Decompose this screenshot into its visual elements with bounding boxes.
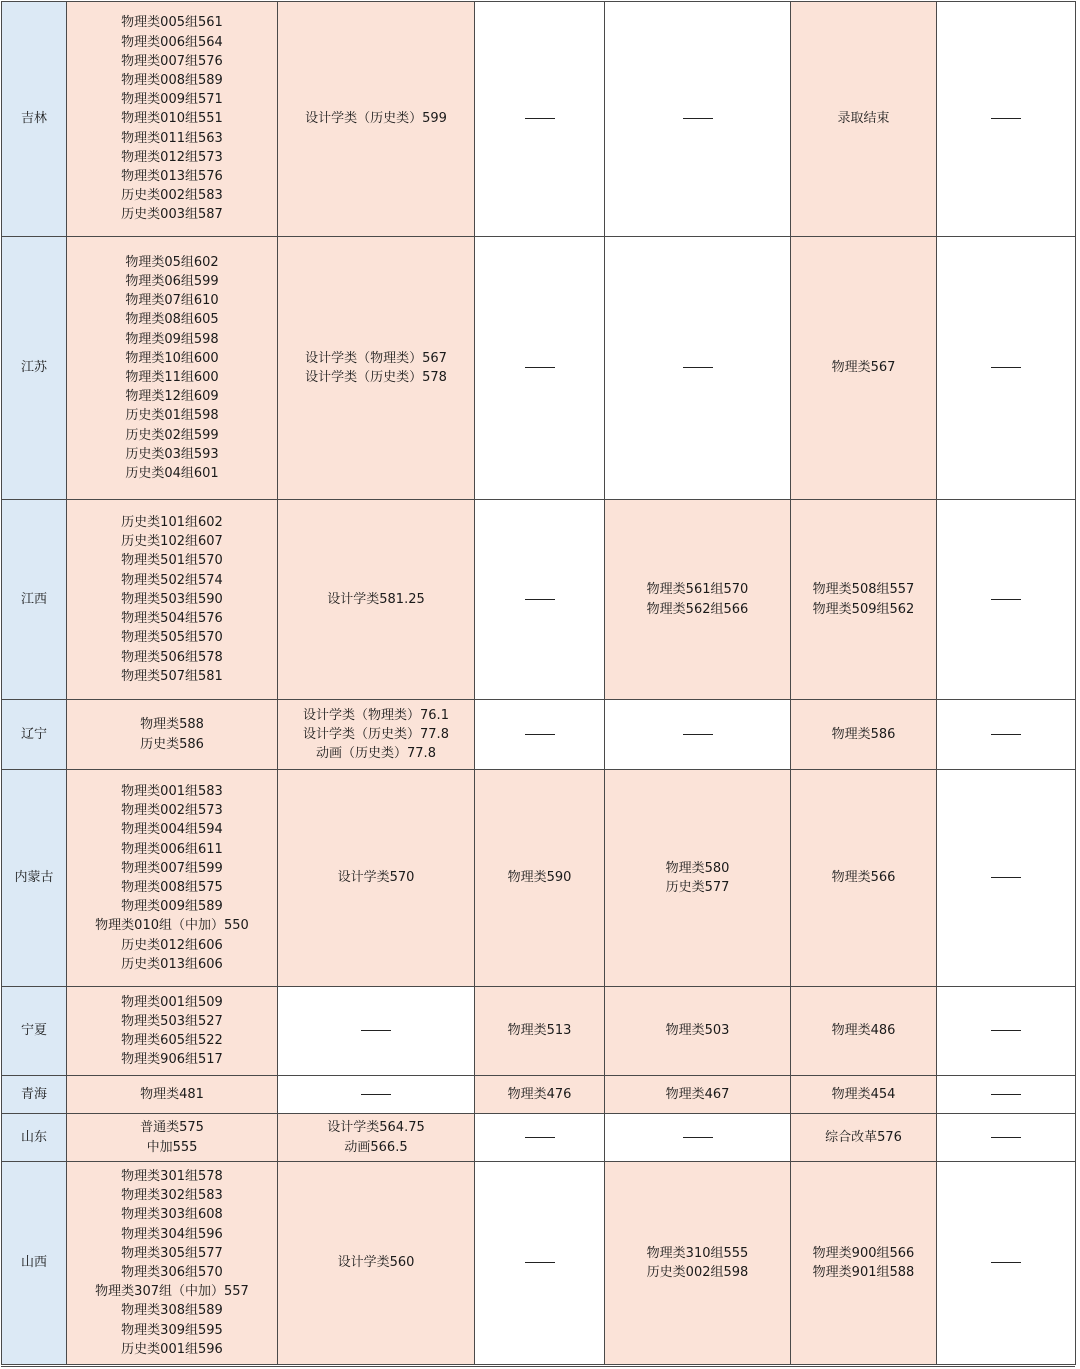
score-line: 设计学类570 (337, 870, 415, 886)
empty-dash (525, 599, 555, 600)
score-line: 物理类09组598 (125, 331, 219, 347)
score-line: 物理类006组564 (121, 34, 223, 50)
empty-dash (991, 877, 1021, 878)
score-cell (791, 1162, 937, 1365)
table-row (2, 1076, 1076, 1114)
score-line: 动画（历史类）77.8 (316, 746, 436, 762)
score-cell (475, 770, 605, 987)
score-cell (937, 700, 1076, 770)
score-line: 设计学类（历史类）77.8 (303, 726, 449, 742)
score-cell (475, 2, 605, 237)
score-cell (67, 237, 278, 500)
score-line: 普通类575 (140, 1120, 204, 1136)
province-cell (2, 500, 67, 700)
score-cell (791, 2, 937, 237)
score-line: 物理类588 (140, 717, 204, 733)
score-cell (791, 237, 937, 500)
score-cell (475, 500, 605, 700)
score-line: 物理类306组570 (121, 1265, 223, 1280)
score-line: 物理类001组509 (121, 994, 223, 1010)
score-line: 物理类562组566 (646, 601, 749, 617)
score-cell (791, 987, 937, 1076)
score-line: 历史类577 (665, 880, 730, 895)
score-cell (937, 1076, 1076, 1114)
score-line: 物理类010组551 (121, 111, 223, 127)
score-cell (278, 700, 475, 770)
score-cell (475, 987, 605, 1076)
score-cell (67, 500, 278, 700)
score-line: 物理类12组609 (125, 389, 219, 405)
score-cell (67, 1114, 278, 1162)
score-line: 设计学类（物理类）567 (305, 350, 447, 366)
score-line: 物理类302组583 (121, 1188, 223, 1204)
score-cell (475, 700, 605, 770)
score-cell (605, 2, 791, 237)
score-line: 物理类308组589 (121, 1303, 223, 1319)
score-line: 物理类305组577 (121, 1245, 223, 1261)
empty-dash (991, 367, 1021, 368)
score-cell (605, 700, 791, 770)
table-row (2, 237, 1076, 500)
province-cell (2, 770, 67, 987)
province-name: 辽宁 (20, 726, 47, 742)
score-line: 物理类009组571 (121, 92, 223, 108)
score-line: 物理类503组590 (121, 591, 223, 607)
score-line: 物理类476 (507, 1086, 572, 1102)
empty-dash (683, 734, 713, 735)
score-line: 物理类07组610 (125, 293, 219, 309)
score-line: 物理类008组589 (121, 72, 223, 88)
score-line: 物理类004组594 (121, 822, 223, 838)
score-line: 历史类003组587 (121, 207, 223, 223)
score-line: 历史类586 (140, 736, 204, 752)
score-line: 物理类513 (507, 1023, 572, 1039)
score-cell (278, 1114, 475, 1162)
empty-dash (991, 1094, 1021, 1095)
score-line: 物理类010组（中加）550 (95, 918, 249, 934)
province-name: 宁夏 (20, 1023, 47, 1039)
empty-dash (991, 1030, 1021, 1031)
score-line: 物理类009组589 (121, 899, 223, 915)
score-line: 物理类906组517 (121, 1052, 223, 1068)
score-cell (67, 1076, 278, 1114)
score-line: 物理类06组599 (125, 273, 219, 289)
score-cell (278, 987, 475, 1076)
score-line: 物理类481 (140, 1086, 204, 1102)
score-cell (791, 1114, 937, 1162)
score-line: 物理类566 (831, 870, 896, 886)
empty-dash (525, 1137, 555, 1138)
score-line: 历史类03组593 (125, 446, 219, 462)
score-line: 物理类502组574 (121, 572, 223, 588)
score-line: 物理类901组588 (812, 1265, 915, 1280)
score-line: 历史类013组606 (121, 956, 223, 972)
empty-dash (525, 118, 555, 119)
score-line: 物理类303组608 (121, 1207, 223, 1223)
score-line: 物理类05组602 (125, 254, 219, 270)
score-cell (67, 1162, 278, 1365)
province-name: 吉林 (20, 111, 47, 127)
score-line: 历史类02组599 (125, 427, 219, 443)
score-line: 物理类454 (831, 1086, 896, 1102)
province-cell (2, 1162, 67, 1365)
score-line: 物理类001组583 (121, 783, 223, 799)
score-table-container (1, 1, 1076, 1365)
score-cell (791, 700, 937, 770)
score-cell (278, 2, 475, 237)
province-name: 青海 (20, 1086, 47, 1102)
score-line: 物理类561组570 (646, 582, 749, 598)
score-line: 物理类012组573 (121, 149, 223, 165)
score-line: 物理类007组599 (121, 860, 223, 876)
table-row (2, 770, 1076, 987)
province-name: 内蒙古 (14, 870, 54, 886)
score-line: 历史类01组598 (125, 408, 219, 424)
score-line: 历史类012组606 (121, 937, 223, 953)
score-line: 历史类101组602 (121, 515, 223, 531)
score-cell (605, 1114, 791, 1162)
score-line: 综合改革576 (825, 1129, 902, 1145)
score-cell (937, 770, 1076, 987)
table-bottom-border (1, 1366, 1075, 1367)
score-line: 设计学类（历史类）599 (305, 111, 447, 127)
score-line: 物理类007组576 (121, 53, 223, 69)
admission-score-table (1, 1, 1076, 1365)
score-cell (937, 237, 1076, 500)
score-line: 物理类301组578 (121, 1168, 223, 1184)
table-row (2, 500, 1076, 700)
score-cell (278, 1162, 475, 1365)
empty-dash (991, 1137, 1021, 1138)
score-cell (605, 1076, 791, 1114)
score-cell (605, 1162, 791, 1365)
score-line: 物理类501组570 (121, 553, 223, 569)
score-line: 物理类310组555 (646, 1245, 749, 1261)
score-line: 物理类304组596 (121, 1226, 223, 1242)
score-cell (791, 770, 937, 987)
score-line: 动画566.5 (344, 1139, 408, 1155)
score-line: 历史类001组596 (121, 1341, 223, 1357)
score-cell (67, 987, 278, 1076)
empty-dash (991, 734, 1021, 735)
score-cell (937, 987, 1076, 1076)
score-line: 设计学类581.25 (327, 591, 425, 607)
score-line: 物理类08组605 (125, 312, 219, 328)
score-line: 物理类008组575 (121, 880, 223, 895)
score-line: 物理类309组595 (121, 1322, 223, 1338)
score-cell (278, 770, 475, 987)
score-cell (475, 1076, 605, 1114)
empty-dash (683, 1137, 713, 1138)
score-line: 物理类013组576 (121, 169, 223, 184)
empty-dash (991, 599, 1021, 600)
score-line: 物理类307组（中加）557 (95, 1284, 249, 1300)
score-line: 物理类506组578 (121, 649, 223, 665)
table-row (2, 1162, 1076, 1365)
score-line: 物理类002组573 (121, 803, 223, 819)
score-line: 物理类507组581 (121, 668, 223, 684)
score-cell (605, 987, 791, 1076)
score-cell (791, 1076, 937, 1114)
empty-dash (525, 367, 555, 368)
score-line: 物理类590 (507, 870, 572, 886)
score-cell (791, 500, 937, 700)
empty-dash (683, 118, 713, 119)
score-line: 物理类503组527 (121, 1013, 223, 1029)
score-cell (278, 1076, 475, 1114)
score-line: 物理类467 (665, 1086, 730, 1102)
score-line: 物理类580 (665, 860, 730, 876)
score-line: 历史类002组583 (121, 188, 223, 204)
empty-dash (525, 734, 555, 735)
score-cell (475, 1162, 605, 1365)
empty-dash (991, 118, 1021, 119)
score-line: 物理类011组563 (121, 130, 223, 146)
score-line: 物理类605组522 (121, 1033, 223, 1048)
score-line: 物理类586 (831, 726, 896, 742)
score-line: 物理类10组600 (125, 350, 219, 366)
score-cell (937, 1114, 1076, 1162)
empty-dash (683, 367, 713, 368)
score-line: 中加555 (146, 1139, 198, 1155)
score-cell (937, 500, 1076, 700)
empty-dash (991, 1262, 1021, 1263)
score-line: 历史类102组607 (121, 534, 223, 550)
score-line: 物理类505组570 (121, 630, 223, 646)
table-row (2, 2, 1076, 237)
score-cell (475, 237, 605, 500)
empty-dash (361, 1094, 391, 1095)
table-row (2, 1114, 1076, 1162)
score-line: 物理类900组566 (812, 1245, 915, 1261)
province-name: 江苏 (20, 360, 47, 376)
province-cell (2, 1076, 67, 1114)
score-cell (475, 1114, 605, 1162)
score-cell (937, 2, 1076, 237)
score-cell (278, 500, 475, 700)
score-line: 设计学类560 (337, 1255, 415, 1271)
score-cell (605, 237, 791, 500)
score-cell (67, 2, 278, 237)
score-line: 设计学类（物理类）76.1 (303, 707, 449, 723)
score-line: 物理类006组611 (121, 841, 223, 857)
empty-dash (525, 1262, 555, 1263)
score-line: 物理类11组600 (125, 370, 219, 385)
score-line: 历史类04组601 (125, 466, 219, 482)
score-cell (937, 1162, 1076, 1365)
province-cell (2, 987, 67, 1076)
score-cell (605, 500, 791, 700)
score-line: 物理类005组561 (121, 15, 223, 31)
score-line: 物理类503 (665, 1023, 730, 1039)
score-line: 物理类509组562 (812, 601, 915, 617)
province-name: 山西 (20, 1255, 47, 1271)
score-line: 物理类567 (831, 360, 896, 376)
table-row (2, 700, 1076, 770)
table-body (2, 2, 1076, 1365)
score-cell (605, 770, 791, 987)
table-row (2, 987, 1076, 1076)
score-cell (67, 770, 278, 987)
score-line: 物理类508组557 (812, 582, 915, 598)
score-line: 设计学类564.75 (327, 1120, 425, 1136)
province-cell (2, 2, 67, 237)
score-line: 设计学类（历史类）578 (305, 370, 447, 385)
empty-dash (361, 1030, 391, 1031)
province-cell (2, 700, 67, 770)
score-line: 物理类486 (831, 1023, 896, 1039)
province-cell (2, 237, 67, 500)
score-line: 录取结束 (837, 111, 890, 127)
score-line: 物理类504组576 (121, 611, 223, 627)
province-name: 山东 (20, 1129, 47, 1145)
score-cell (67, 700, 278, 770)
province-cell (2, 1114, 67, 1162)
score-line: 历史类002组598 (646, 1265, 749, 1280)
province-name: 江西 (20, 591, 47, 607)
score-cell (278, 237, 475, 500)
